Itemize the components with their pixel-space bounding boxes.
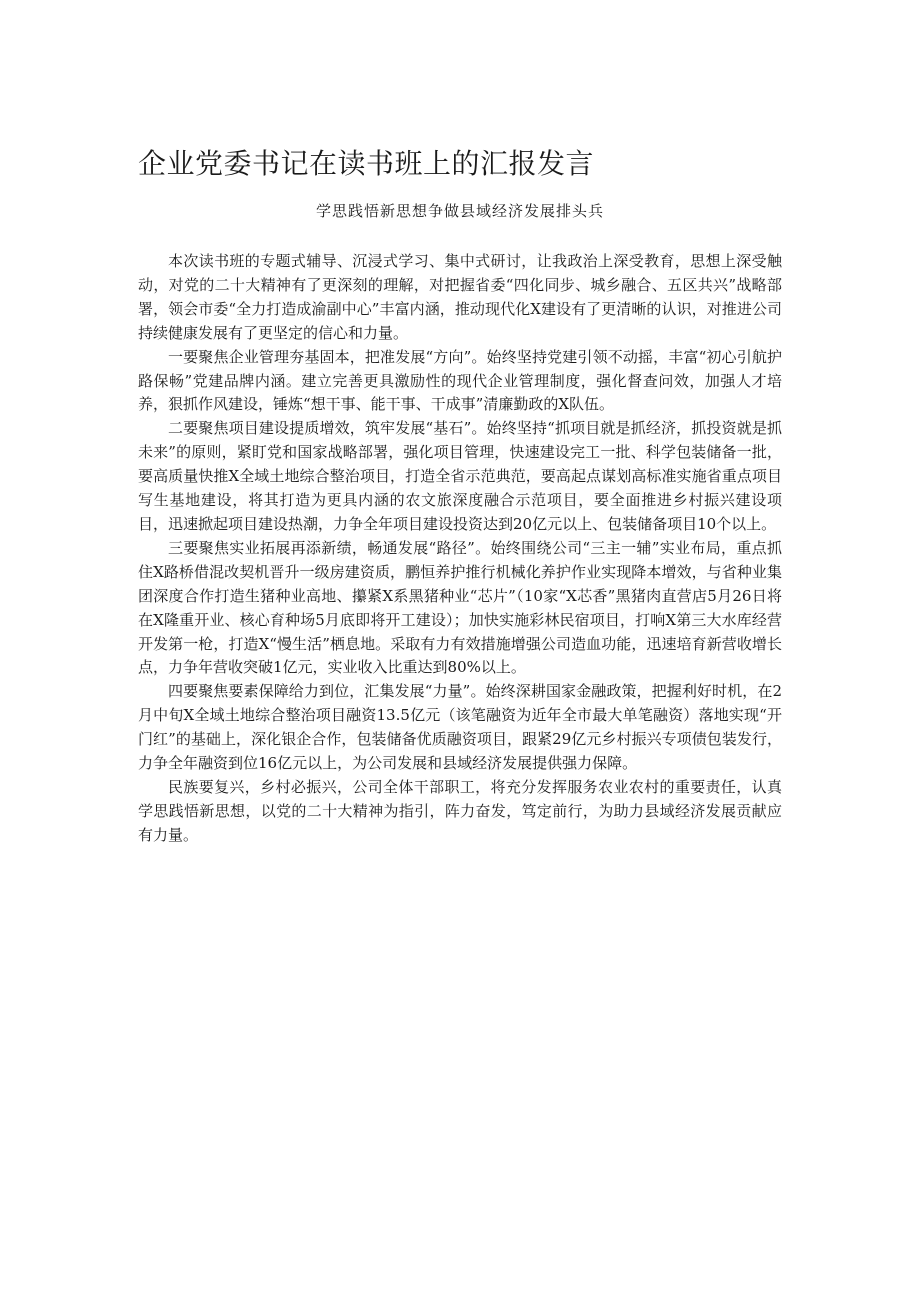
paragraph-conclusion: 民族要复兴，乡村必振兴，公司全体干部职工，将充分发挥服务农业农村的重要责任，认真学思践悟新思想，以党的二十大精神为指引，阵力奋发，笃定前行，为助力县域经济发展贡献应有力量。	[138, 777, 782, 844]
paragraph-point-2: 二要聚焦项目建设提质增效，筑牢发展“基石”。始终坚持“抓项目就是抓经济，抓投资就是抓未来”的原则，紧盯党和国家战略部署，强化项目管理，快速建设完工一批、科学包装储备一批，要高质量快推X全域土地综合整治项目，打造全省示范典范，要高起点谋划高标准实施省重点项目写生基地建设，将其打造为更具内涵的农文旅深度融合示范项目，要全面推进乡村振兴建设项目，迅速掀起项目建设热潮，力争全年项目建设投资达到20亿元以上、包装储备项目10个以上。	[138, 419, 782, 533]
document-body	[138, 250, 782, 848]
paragraph-point-1: 一要聚焦企业管理夯基固本，把准发展“方向”。始终坚持党建引领不动摇，丰富“初心引航护路保畅”党建品牌内涵。建立完善更具激励性的现代企业管理制度，强化督查问效，加强人才培养，狠抓作风建设，锤炼“想干事、能干事、干成事”清廉勤政的X队伍。	[138, 347, 782, 414]
document-title: 企业党委书记在读书班上的汇报发言	[138, 147, 595, 180]
document-subtitle: 学思践悟新思想争做县域经济发展排头兵	[315, 202, 604, 220]
paragraph-point-4: 四要聚焦要素保障给力到位，汇集发展“力量”。始终深耕国家金融政策，把握利好时机，在2月中旬X全域土地综合整治项目融资13.5亿元（该笔融资为近年全市最大单笔融资）落地实现“开门红”的基础上，深化银企合作，包装储备优质融资项目，跟紧29亿元乡村振兴专项债包装发行，力争全年融资到位16亿元以上，为公司发展和县域经济发展提供强力保障。	[138, 682, 782, 773]
paragraph-intro: 本次读书班的专题式辅导、沉浸式学习、集中式研讨，让我政治上深受教育，思想上深受触动，对党的二十大精神有了更深刻的理解，对把握省委“四化同步、城乡融合、五区共兴”战略部署，领会市委“全力打造成渝副中心”丰富内涵，推动现代化X建设有了更清晰的认识，对推进公司持续健康发展有了更坚定的信心和力量。	[138, 252, 782, 342]
paragraph-point-3: 三要聚焦实业拓展再添新绩，畅通发展“路径”。始终围绕公司“三主一辅”实业布局，重点抓住X路桥借混改契机晋升一级房建资质，鹏恒养护推行机械化养护作业实现降本增效，与省种业集团深度合作打造生猪种业高地、攥紧X系黑猪种业“芯片”（10家“X芯香”黑猪肉直营店5月26日将在X隆重开业、核心育种场5月底即将开工建设）；加快实施彩林民宿项目，打响X第三大水库经营开发第一枪，打造X“慢生活”栖息地。采取有力有效措施增强公司造血功能，迅速培育新营收增长点，力争年营收突破1亿元，实业收入比重达到80%以上。	[138, 538, 782, 677]
